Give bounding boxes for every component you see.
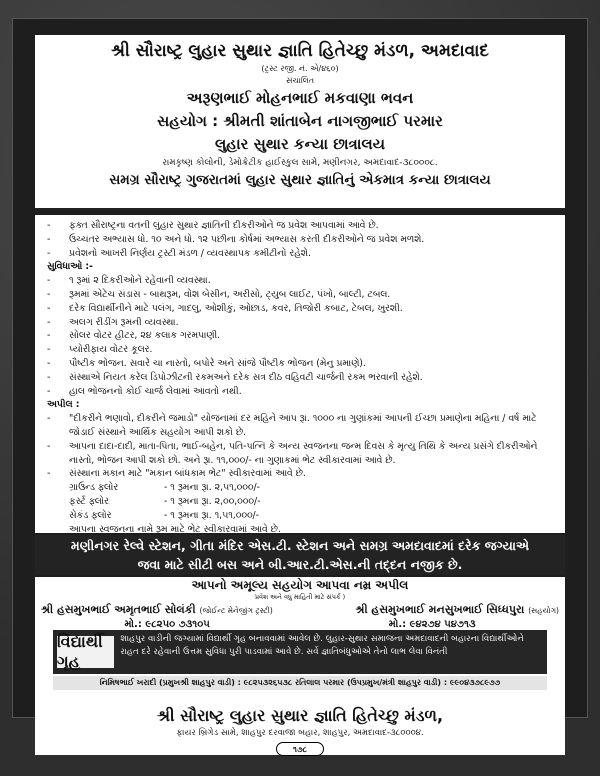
contact-persons	[35, 602, 565, 618]
location-line-2: જવા માટે સીટી બસ અને બી.આર.ટી.એસ.ની તદ્દન નજીક છે.	[137, 557, 463, 572]
footer-org: શ્રી સૌરાષ્ટ્ર લુહાર સુથાર જ્ઞાતિ હિતેચ્છુ મંડળ,	[156, 706, 444, 725]
facility-text: ૧ રૂમાં ૨ દિકરીઓને રહેવાની વ્યવસ્થા.	[69, 275, 211, 287]
appeal-text: "દીકરીને ભણાવો, દીકરીને જમાડો" યોજનામાં દર મહિને આપ રૂા. ૧૦૦૦ ના ગુણાંકમાં આપની ઈચ્છા પ્રમાણેના મહિના / વર્ષ માટે જોડાઈ સંસ્થાને આર્થિક સહયોગ આપી શકો છે.	[69, 413, 537, 438]
org-title: શ્રી સૌરાષ્ટ્ર લુહાર સુથાર જ્ઞાતિ હિતેચ્છુ મંડળ, અમદાવાદ	[111, 41, 489, 61]
facility-item: - ૧ રૂમાં ૨ દિકરીઓને રહેવાની વ્યવસ્થા.	[47, 275, 211, 287]
appeal-item: - સંસ્થાના મકાન માટે "મકાન બાંધકામ ભેટ" સ્વીકારવામાં આવે છે.	[47, 468, 306, 480]
header-section	[35, 35, 565, 210]
floor-row	[47, 481, 553, 495]
floor-name: ફર્સ્ટ ફ્લોર	[69, 495, 109, 507]
contact-subtitle: પ્રવેશ અને વધુ માહિતી માટે સંપર્ક )	[254, 593, 346, 601]
floor-amount: - ૧ રૂમના રૂા. ૨,૦૦,૦૦૦/-	[164, 495, 261, 507]
bhavan-name: અરૂણભાઈ મોહનભાઈ મકવાણા ભવન	[186, 89, 414, 107]
mobile-2: મો.: ૯૪૨૭૪ ૫૪૭૧૩	[388, 619, 476, 630]
floor-row	[47, 495, 553, 509]
person-1-name: શ્રી હસમુખભાઈ અમૃતભાઈ સોલંકી	[41, 603, 196, 616]
trust-reg: (ટ્રસ્ટ રજી. નં. એ/૪૬૦)	[261, 64, 339, 73]
floor-name: ગ્રાઉન્ડ ફ્લોર	[69, 482, 119, 494]
facility-item: - અલગ રીડીંગ રૂમની વ્યવસ્થા.	[47, 316, 179, 328]
mobile-1: મો.: ૯૮૨૫૦ ૭૩૧૦૫	[124, 619, 210, 630]
facilities-heading: સુવિધાઓ :-	[47, 261, 93, 273]
facility-text: હાલ ભોજનનો કોઈ ચાર્જ લેવામાં આવતો નથી.	[69, 385, 242, 397]
rule-text: ફક્ત સૌરાષ્ટ્રના વતની લુહાર સુથાર જ્ઞાતિની દીકરીઓને જ પ્રવેશ આપવામાં આવે છે.	[69, 220, 379, 231]
appeal-item: - આપના દાદા-દાદી, માતા-પિતા, ભાઈ-બહેન, પતિ-પત્નિ કે અન્ય સ્વજનના જન્મ દિવસ કે મૃત્યુ તિથિ કે અન્ય પ્રસંગે દીકરીઓને નાસ્તો, ભોજન આપી શકો છો. અને રૂા. ૧૧,૦૦૦/- ના ગુણાકમાં ભેટ સ્વીકારવામાં આવે છે.	[47, 440, 553, 468]
appeal-text: સંસ્થાના મકાન માટે "મકાન બાંધકામ ભેટ" સ્વીકારવામાં આવે છે.	[69, 468, 306, 480]
floor-note: આપના સ્વજનના નામે રૂમ માટે ભેટ સ્વીકારવામાં આવે છે.	[69, 523, 281, 535]
facility-item: - પૌષ્ટીક ભોજન. સવારે ચા નાસ્તો, બપોરે અને સાંજે પૌષ્ટીક ભોજન (મેનુ પ્રમાણે).	[47, 357, 366, 369]
managed-label: સંચાલિત	[286, 76, 314, 85]
facility-text: પ્યોરીફાય વોટર કૂલર.	[69, 344, 153, 356]
rule-item: - ઉચ્ચતર અભ્યાસ ધો. ૧૦ અને ધો. ૧૨ પછીના કોર્ષમાં અભ્યાસ કરતી દીકરીઓને જ પ્રવેશ મળશે.	[47, 233, 425, 245]
tagline: સમગ્ર સૌરાષ્ટ્ર ગુજરાતમાં લુહાર સુથાર જ્ઞાતિનું એકમાત્ર કન્યા છાત્રાલય	[109, 172, 491, 188]
location-band	[35, 535, 565, 575]
facility-text: અલગ રીડીંગ રૂમની વ્યવસ્થા.	[69, 316, 179, 328]
vidyarthi-gruh-label: વિદ્યાર્થી ગૃહ	[57, 636, 114, 668]
facility-text: સોલર વોટર હીટર, ૨૪ કલાક ગરમપાણી.	[69, 330, 221, 342]
page-number: ૧૭૮	[276, 742, 324, 756]
facility-item: - હાલ ભોજનનો કોઈ ચાર્જ લેવામાં આવતો નથી.	[47, 385, 242, 397]
floor-row	[47, 509, 553, 523]
facility-item: - રૂમમાં એટેચ સંડાસ - બાથરૂમ, વોશ બેસીન, અરીસો, ટ્યુબ લાઈટ, પંખો, બાલ્ટી, ટબલ.	[47, 288, 391, 300]
officials-line: નિમિષભાઈ ખરાદી (પ્રમુખશ્રી શાહપુર વાડી) : ૯૮૨૫૩૨૬૫૩૮ રતિલાલ પરમાર (ઉપપ્રમુખ/મંત્રી શાહપુર વાડી) : ૯૯૦૪૩૭૮૯૭૭	[53, 676, 547, 690]
facility-item: - સોલર વોટર હીટર, ૨૪ કલાક ગરમપાણી.	[47, 330, 221, 342]
facility-text: સંસ્થાએ નિયત કરેલ ડિપોઝીટની રકમઅને દરેક સત્ર દીઠ વહિવટી ચાર્જની રકમ ભરવાની રહેશે.	[69, 371, 423, 383]
footer-address: ફાયર બ્રિગેડ સામે, શાહપુર દરવાજા બહાર, શાહપુર, અમદાવાદ-૩૮૦૦૦૪.	[176, 728, 424, 738]
appeal-item: - "દીકરીને ભણાવો, દીકરીને જમાડો" યોજનામાં દર મહિને આપ રૂા. ૧૦૦૦ ના ગુણાંકમાં આપની ઈચ્છા પ્રમાણેના મહિના / વર્ષ માટે જોડાઈ સંસ્થાને આર્થિક સહયોગ આપી શકો છે.	[47, 412, 553, 440]
person-2-role: (સહયોગ)	[528, 606, 559, 615]
facility-text: રૂમમાં એટેચ સંડાસ - બાથરૂમ, વોશ બેસીન, અરીસો, ટ્યુબ લાઈટ, પંખો, બાલ્ટી, ટબલ.	[69, 288, 391, 300]
appeal-title: આપનો અમૂલ્ય સહયોગ આપવા નમ્ર અપીલ	[191, 578, 409, 592]
hostel-address: રામકૃષ્ણ કોલોની, ડેમોક્રેટીક હાઈસ્કુલ સામે, મણીનગર, અમદાવાદ-૩૮૦૦૦૮.	[162, 158, 438, 168]
floor-name: સેકંડ ફ્લોર	[69, 509, 112, 521]
rule-item: - પ્રવેશનો આખરી નિર્ણય ટ્રસ્ટી મંડળ / વ્યવસ્થાપક કમીટીનો રહેશે.	[47, 247, 311, 259]
location-line-1: મણીનગર રેલ્વે સ્ટેશન, ગીતા મંદિર એસ.ટી. સ્ટેશન અને સમગ્ર અમદાવાદમાં દરેક જગ્યાએ	[70, 538, 530, 553]
floor-amount: - ૧ રૂમના રૂા. ૧,૫૧,૦૦૦/-	[164, 509, 260, 521]
vidyarthi-gruh-text: શાહપુર વાડીની જગ્યામાં વિદ્યાર્થી ગૃહ બનાવવામાં આવેલ છે. લુહાર-સુથાર સમાજના અમદાવાદની બહારના વિદ્યાર્થીઓને રાહત દરે રહેવાની ઉત્તમ સુવિધા પુરી પાડવામાં આવે છે. સર્વે જ્ઞાતિબંધુઓએ તેનો લાભ લેવા વિનંતી	[120, 634, 524, 657]
facility-item: - સંસ્થાએ નિયત કરેલ ડિપોઝીટની રકમઅને દરેક સત્ર દીઠ વહિવટી ચાર્જની રકમ ભરવાની રહેશે.	[47, 371, 423, 383]
rule-item: - ફક્ત સૌરાષ્ટ્રના વતની લુહાર સુથાર જ્ઞાતિની દીકરીઓને જ પ્રવેશ આપવામાં આવે છે.	[47, 220, 379, 231]
facility-text: પૌષ્ટીક ભોજન. સવારે ચા નાસ્તો, બપોરે અને સાંજે પૌષ્ટીક ભોજન (મેનુ પ્રમાણે).	[69, 357, 366, 369]
facility-item: - પ્યોરીફાય વોટર કૂલર.	[47, 344, 153, 356]
details-section	[35, 215, 565, 533]
hostel-name: લુહાર સુથાર કન્યા છાત્રાલય	[214, 135, 386, 153]
vidyarthi-gruh-box	[53, 630, 547, 674]
person-1-role: (જોઈન્ટ મેનેજીંગ ટ્રસ્ટી)	[199, 606, 273, 615]
sahyog-line: સહયોગ : શ્રીમતી શાંતાબેન નાગજીભાઈ પરમાર	[157, 112, 443, 130]
facility-item: - દરેક વિદ્યાર્થીનીને માટે પલંગ, ગાદલુ, ઓશીકું, ઓછાડ, કવર, તિજોરી કબાટ, ટેબલ, ખુરશી.	[47, 302, 403, 314]
facility-text: દરેક વિદ્યાર્થીનીને માટે પલંગ, ગાદલુ, ઓશીકું, ઓછાડ, કવર, તિજોરી કબાટ, ટેબલ, ખુરશી.	[69, 302, 403, 314]
rule-text: ઉચ્ચતર અભ્યાસ ધો. ૧૦ અને ધો. ૧૨ પછીના કોર્ષમાં અભ્યાસ કરતી દીકરીઓને જ પ્રવેશ મળશે.	[69, 233, 425, 245]
rule-text: પ્રવેશનો આખરી નિર્ણય ટ્રસ્ટી મંડળ / વ્યવસ્થાપક કમીટીનો રહેશે.	[69, 247, 311, 259]
contact-section	[35, 577, 565, 705]
person-2-name: શ્રી હસમુખભાઈ મનસુખભાઈ સિધ્ધપુરા	[355, 603, 525, 616]
floor-amount: - ૧ રૂમના રૂા. ૨,૫૧,૦૦૦/-	[164, 482, 260, 494]
appeal-heading: અપીલ :	[47, 399, 80, 411]
appeal-text: આપના દાદા-દાદી, માતા-પિતા, ભાઈ-બહેન, પતિ-પત્નિ કે અન્ય સ્વજનના જન્મ દિવસ કે મૃત્યુ તિથિ કે અન્ય પ્રસંગે દીકરીઓને નાસ્તો, ભોજન આપી શકો છો. અને રૂા. ૧૧,૦૦૦/- ના ગુણાકમાં ભેટ સ્વીકારવામાં આવે છે.	[69, 440, 538, 466]
